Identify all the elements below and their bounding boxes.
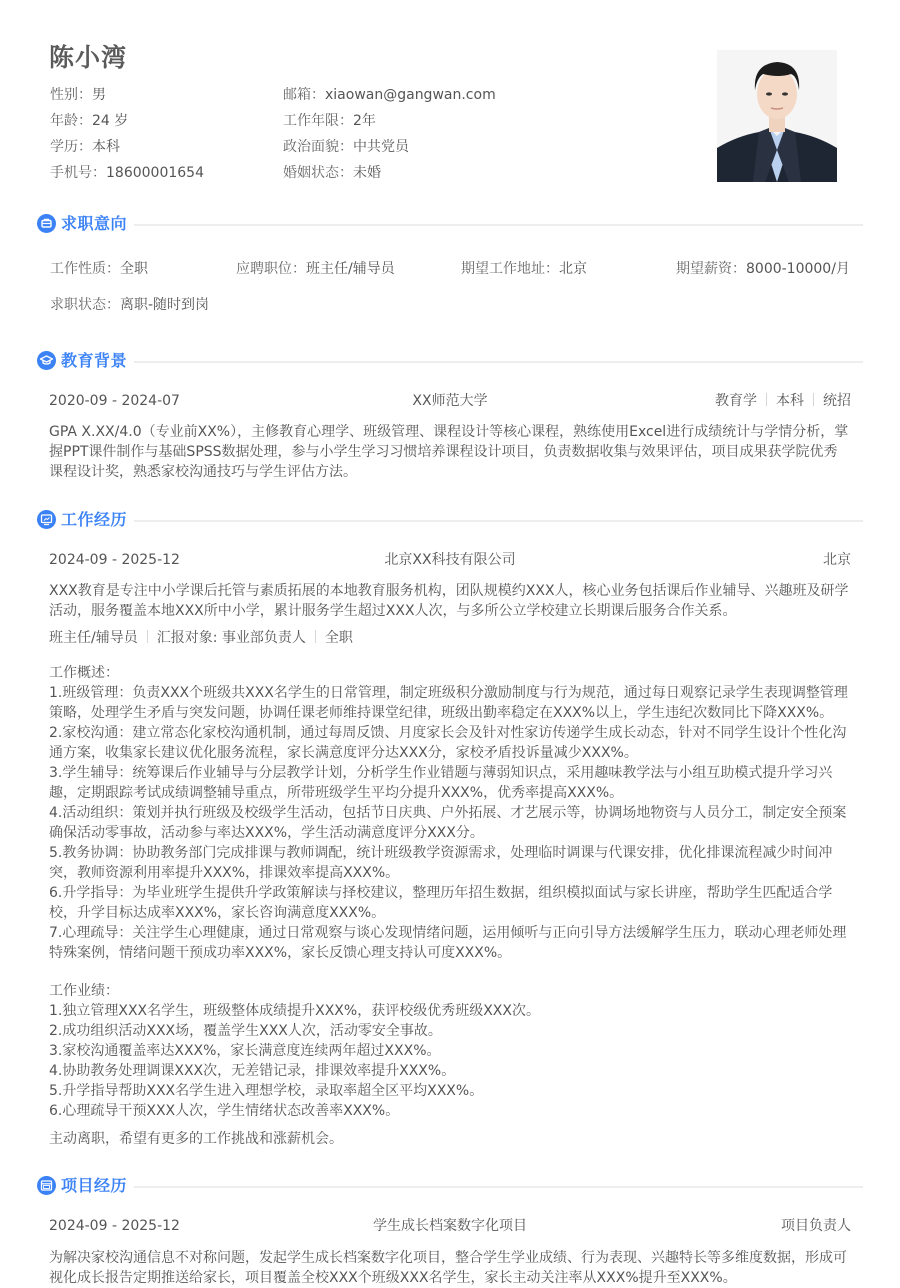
- education-level-field: 学历：本科: [50, 139, 120, 155]
- avatar-photo: [717, 50, 837, 182]
- political-status-field: 政治面貌：中共党员: [283, 139, 409, 155]
- company-intro: XXX教育是专注中小学课后托管与素质拓展的本地教育服务机构，团队规模约XXX人，核心业务包括课后作业辅导、兴趣班及研学活动，服务覆盖本地XXX所中小学，累计服务学生超过XXX人次，与多所公立学校建立长期课后服务合作关系。: [49, 583, 849, 619]
- intent-status: 求职状态：离职-随时到岗: [50, 297, 210, 313]
- intent-salary: 期望薪资：8000-10000/月: [676, 261, 850, 277]
- intent-position: 应聘职位：班主任/辅导员: [236, 261, 395, 277]
- work-tags: 班主任/辅导员 汇报对象: 事业部负责人 全职: [49, 630, 353, 646]
- overview-item: 5.教务协调：协助教务部门完成排课与教师调配，统计班级教学资源需求，处理临时调课与代课安排，优化排课流程减少时间冲突，教师资源利用率提升XXX%，排课效率提高XXX%。: [49, 845, 833, 881]
- section-title: 教育背景: [61, 351, 128, 370]
- work-location: 北京: [823, 552, 851, 568]
- section-divider: [134, 520, 863, 522]
- work-item-header: [49, 550, 851, 570]
- work-period: 2024-09 - 2025-12: [49, 552, 180, 568]
- achievement-item: 6.心理疏导干预XXX人次，学生情绪状态改善率XXX%。: [49, 1103, 400, 1119]
- tag-separator: [813, 393, 814, 406]
- education-description: GPA X.XX/4.0（专业前XX%），主修教育心理学、班级管理、课程设计等核心课程，熟练使用Excel进行成绩统计与学情分析，掌握PPT课件制作与基础SPSS数据处理，参与小学生学习习惯培养课程设计项目，负责数据收集与效果评估，项目成果获学院优秀课程设计奖，熟悉家校沟通技巧与学生评估方法。: [49, 424, 849, 480]
- overview-item: 1.班级管理：负责XXX个班级共XXX名学生的日常管理，制定班级积分激励制度与行为规范，通过每日观察记录学生表现调整管理策略，处理学生矛盾与突发问题，协调任课老师维持课堂纪律，班级出勤率稳定在XXX%以上，学生违纪次数同比下降XXX%。: [49, 685, 848, 721]
- section-header-intent: [37, 212, 863, 236]
- section-divider: [134, 224, 863, 226]
- achievement-item: 4.协助教务处理调课XXX次，无差错记录，排课效率提升XXX%。: [49, 1063, 456, 1079]
- achievement-item: 3.家校沟通覆盖率达XXX%，家长满意度连续两年超过XXX%。: [49, 1043, 441, 1059]
- company-name: 北京XX科技有限公司: [384, 552, 516, 568]
- achievement-item: 2.成功组织活动XXX场，覆盖学生XXX人次，活动零安全事故。: [49, 1023, 442, 1039]
- overview-item: 4.活动组织：策划并执行班级及校级学生活动，包括节日庆典、户外拓展、才艺展示等，协调场地物资与人员分工，制定安全预案确保活动零事故，活动参与率达XXX%，学生活动满意度评分XXX分。: [49, 805, 847, 841]
- section-title: 求职意向: [61, 214, 128, 233]
- section-divider: [134, 1186, 863, 1188]
- tag-separator: [315, 630, 316, 643]
- candidate-name: 陈小湾: [49, 43, 128, 72]
- overview-item: 6.升学指导：为毕业班学生提供升学政策解读与择校建议，整理历年招生数据，组织模拟面试与家长讲座，帮助学生匹配适合学校，升学目标达成率XXX%，家长咨询满意度XXX%。: [49, 885, 833, 921]
- achievement-item: 1.独立管理XXX名学生，班级整体成绩提升XXX%，获评校级优秀班级XXX次。: [49, 1003, 540, 1019]
- section-title: 项目经历: [61, 1176, 128, 1195]
- graduation-cap-icon: [37, 351, 56, 370]
- age-field: 年龄：24 岁: [50, 113, 129, 129]
- overview-item: 2.家校沟通：建立常态化家校沟通机制，通过每周反馈、月度家长会及针对性家访传递学生成长动态，针对不同学生设计个性化沟通方案，收集家长建议优化服务流程，家长满意度评分达XXX分，家校矛盾投诉量减少XXX%。: [49, 725, 847, 761]
- project-role: 项目负责人: [781, 1218, 851, 1234]
- education-tags: 教育学 本科 统招: [715, 393, 851, 409]
- gender-field: 性别：男: [50, 87, 106, 103]
- briefcase-icon: [37, 214, 56, 233]
- project-period: 2024-09 - 2025-12: [49, 1218, 180, 1234]
- tag-separator: [766, 393, 767, 406]
- project-description: 为解决家校沟通信息不对称问题，发起学生成长档案数字化项目，整合学生学业成绩、行为表现、兴趣特长等多维度数据，形成可视化成长报告定期推送给家长，项目覆盖全校XXX个班级XXX名学生，家长主动关注率从XXX%提升至XXX%。: [49, 1250, 847, 1286]
- phone-field: 手机号：18600001654: [50, 165, 204, 181]
- section-divider: [134, 361, 863, 363]
- work-years-field: 工作年限：2年: [283, 113, 376, 129]
- section-header-project: [37, 1174, 863, 1198]
- project-name: 学生成长档案数字化项目: [373, 1218, 527, 1234]
- intent-job-type: 工作性质：全职: [50, 261, 148, 277]
- marital-status-field: 婚姻状态：未婚: [283, 165, 381, 181]
- overview-item: 7.心理疏导：关注学生心理健康，通过日常观察与谈心发现情绪问题，运用倾听与正向引导方法缓解学生压力，联动心理老师处理特殊案例，情绪问题干预成功率XXX%，家长反馈心理支持认可度XXX%。: [49, 925, 847, 961]
- section-title: 工作经历: [61, 510, 128, 529]
- window-icon: [37, 1176, 56, 1195]
- intent-location: 期望工作地址：北京: [461, 261, 587, 277]
- section-header-work: [37, 508, 863, 532]
- school-name: XX师范大学: [412, 393, 488, 409]
- monitor-icon: [37, 510, 56, 529]
- education-period: 2020-09 - 2024-07: [49, 393, 180, 409]
- education-item-header: [49, 391, 851, 411]
- work-overview: [49, 663, 851, 963]
- section-header-education: [37, 349, 863, 373]
- tag-separator: [147, 630, 148, 643]
- achievement-item: 5.升学指导帮助XXX名学生进入理想学校，录取率超全区平均XXX%。: [49, 1083, 484, 1099]
- achievements-title: 工作业绩：: [49, 983, 119, 999]
- portrait-illustration: [717, 50, 837, 182]
- leave-reason: 主动离职，希望有更多的工作挑战和涨薪机会。: [49, 1131, 343, 1147]
- project-item-header: [49, 1216, 851, 1236]
- work-achievements: [49, 981, 851, 1121]
- overview-title: 工作概述：: [49, 665, 119, 681]
- overview-item: 3.学生辅导：统筹课后作业辅导与分层教学计划，分析学生作业错题与薄弱知识点，采用趣味教学法与小组互助模式提升学习兴趣，定期跟踪考试成绩调整辅导重点，所带班级学生平均分提升XXX%，优秀率提高XXX%。: [49, 765, 833, 801]
- email-field: 邮箱：xiaowan@gangwan.com: [283, 87, 496, 103]
